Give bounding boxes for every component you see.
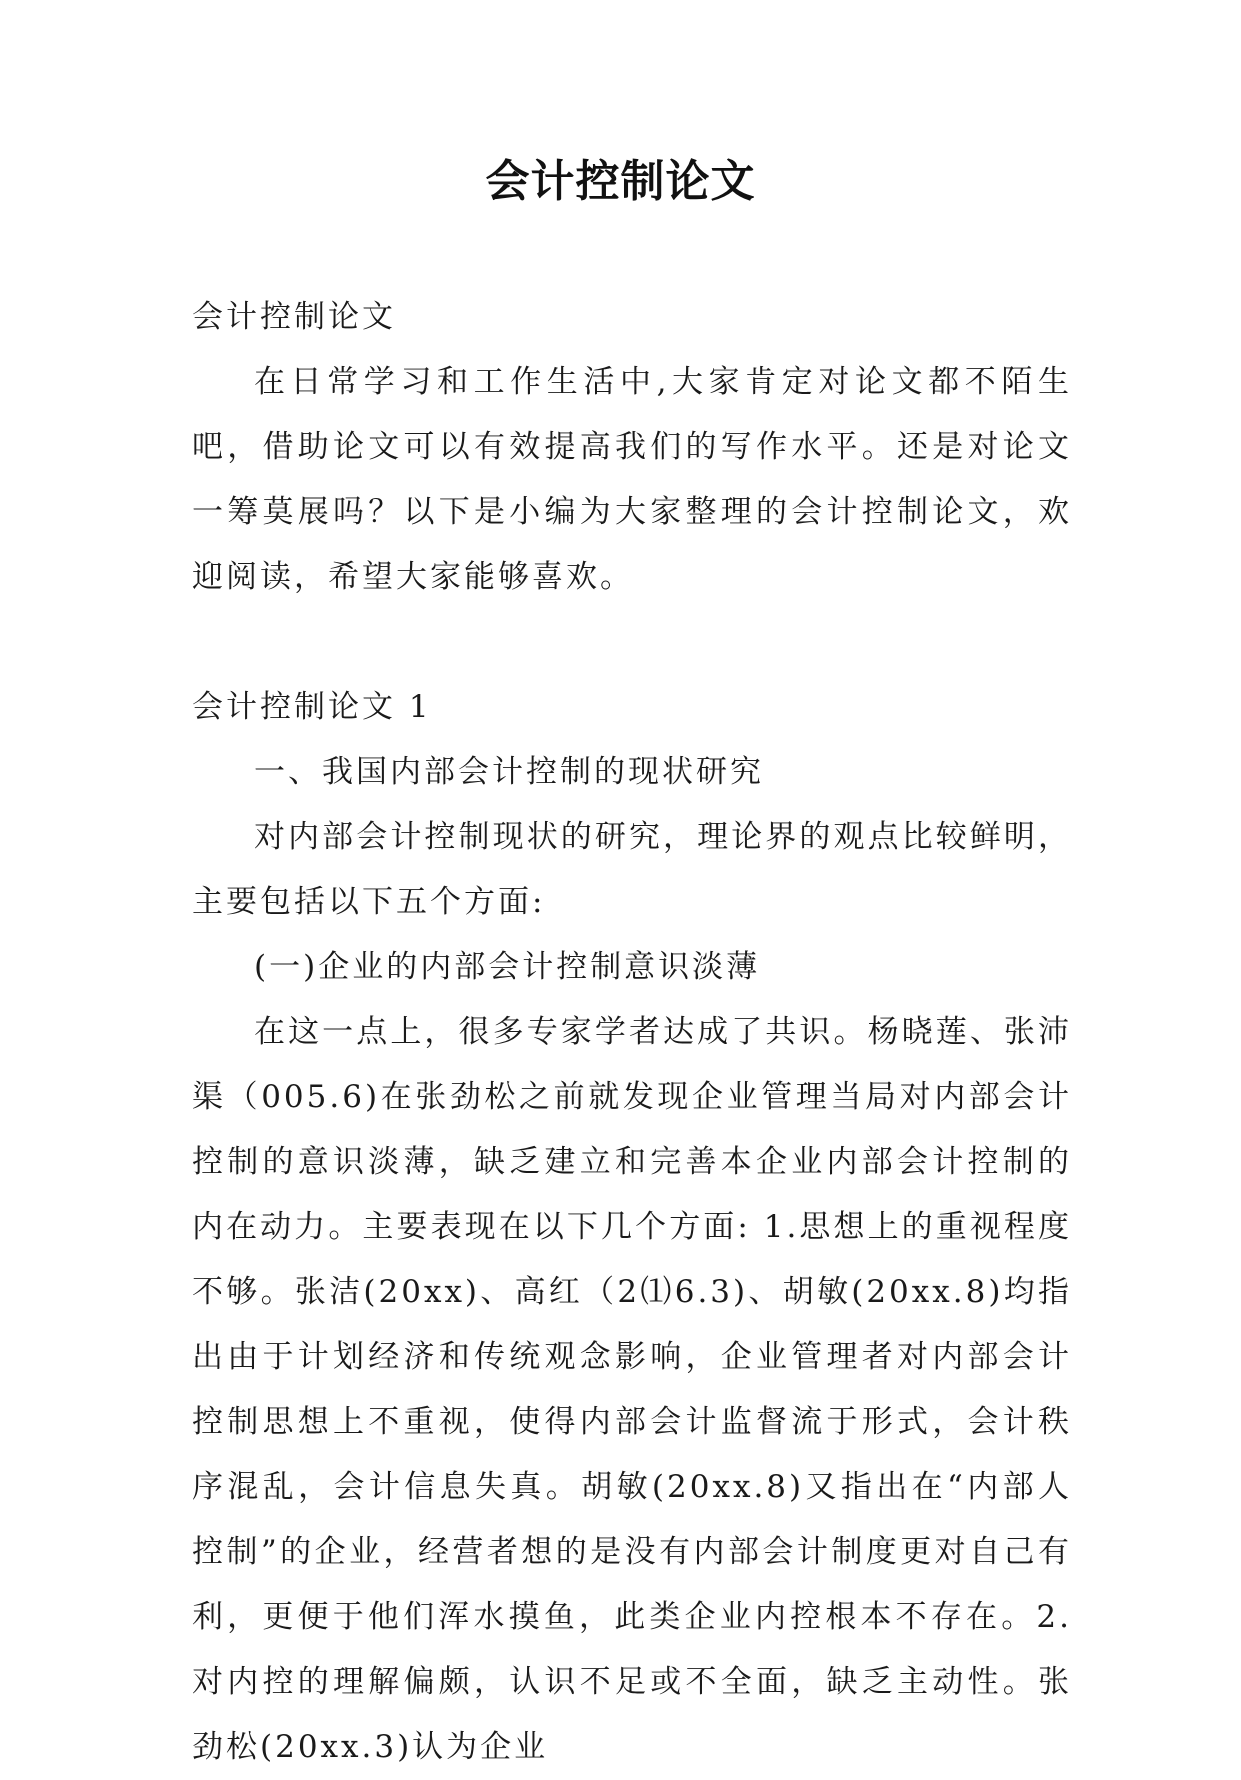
blank-line — [192, 610, 1072, 675]
body-paragraph: 对内部会计控制现状的研究，理论界的观点比较鲜明，主要包括以下五个方面: — [192, 819, 1072, 920]
subsection-heading: (一)企业的内部会计控制意识淡薄 — [254, 949, 761, 985]
document-body — [192, 285, 1072, 1780]
intro-heading: 会计控制论文 — [192, 299, 396, 335]
body-paragraph: 在这一点上，很多专家学者达成了共识。杨晓莲、张沛渠（005.6)在张劲松之前就发现企业管理当局对内部会计控制的意识淡薄，缺乏建立和完善本企业内部会计控制的内在动力。主要表现在以下几个方面: 1.思想上的重视程度不够。张洁(20xx)、高红（2⑴6.3)、胡敏(20xx.8)均指出由于计划经济和传统观念影响，企业管理者对内部会计控制思想上不重视，使得内部会计监督流于形式，会计秩序混乱，会计信息失真。胡敏(20xx.8)又指出在“内部人控制”的企业，经营者想的是没有内部会计制度更对自己有利，更便于他们浑水摸鱼，此类企业内控根本不存在。2.对内控的理解偏颇，认识不足或不全面，缺乏主动性。张劲松(20xx.3)认为企业 — [192, 1014, 1072, 1765]
intro-paragraph: 在日常学习和工作生活中,大家肯定对论文都不陌生吧，借助论文可以有效提高我们的写作水平。还是对论文一筹莫展吗？以下是小编为大家整理的会计控制论文，欢迎阅读，希望大家能够喜欢。 — [192, 364, 1072, 595]
document-title: 会计控制论文 — [485, 156, 756, 207]
section-heading: 会计控制论文 1 — [192, 689, 432, 725]
subsection-heading: 一、我国内部会计控制的现状研究 — [254, 754, 764, 790]
